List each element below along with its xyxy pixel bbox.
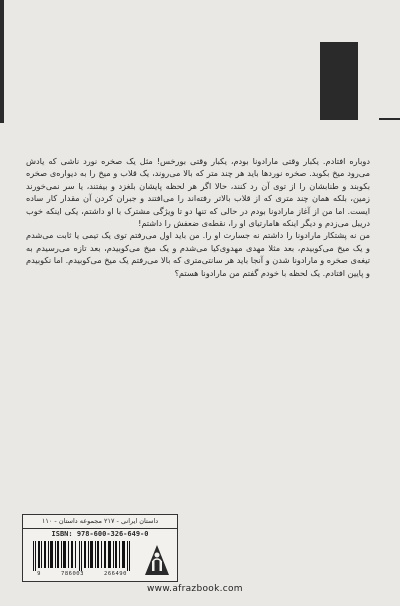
barcode-digits xyxy=(27,571,137,577)
barcode-digit-group: 9 xyxy=(37,571,41,577)
publisher-logo-icon xyxy=(141,541,173,577)
barcode-digit-group: 266490 xyxy=(104,571,127,577)
barcode-icon xyxy=(27,541,137,571)
publisher-website: www.afrazbook.com xyxy=(147,584,243,594)
decorative-dark-block xyxy=(320,42,358,120)
barcode xyxy=(27,541,137,577)
paragraph-1: دوباره افتادم. یکبار وقتی مارادونا بودم، یکبار وقتی بورخس! مثل یک صخره نورد ناشی که یادش می‌رود میخ بکوبد. صخره نوردها باید هر چند متر که بالا می‌روند، یک قلاب و میخ را به دیواره‌ی صخره بکوبند و طنابشان را از توی آن رد کنند، حالا اگر هر لحظه پایشان بلغزد و بیفتند، یا سر نمی‌خورند زمین، بلکه همان چند متری که از قلاب بالاتر رفته‌اند را می‌افتند و جبران کردن آن مقدار کار ساده ایست. اما من از آغاز مارادونا بودم در حالی که تنها دو تا ویژگی مشترک با او داشتم، یکی اینکه خوب دریبل می‌زدم و دیگر اینکه هامارتیای او را، نقطه‌ی ضعفش را داشتم! xyxy=(26,156,370,229)
barcode-digit-group: 786003 xyxy=(61,571,84,577)
paragraph-2: من نه پشتکار مارادونا را داشتم نه جسارت او را. من باید اول می‌رفتم توی یک تیمی یا ثابت می‌شدم و یک میخ می‌کوبیدم، بعد مثلا مهدی مهدوی‌کیا می‌شدم و یک میخ می‌کوبیدم، بعد تازه می‌رسیدم به تیغه‌ی صخره و مارادونا شدن و آنجا باید هر سانتی‌متری که بالا می‌رفتم یک میخ می‌کوبیدم. اما نکوبیدم و پایین افتادم. یک لحظه با خودم گفتم من مارادونا هستم؟ xyxy=(26,230,370,278)
isbn-label: ISBN: 978-600-326-649-0 xyxy=(51,530,149,538)
series-label: داستان ایرانی - ۲۱۷ مجموعه داستان - ۱۱۰ xyxy=(23,515,177,529)
book-info-box xyxy=(22,514,178,582)
left-edge-bar xyxy=(0,0,4,123)
back-cover-text xyxy=(26,155,370,279)
decorative-line xyxy=(379,118,400,120)
